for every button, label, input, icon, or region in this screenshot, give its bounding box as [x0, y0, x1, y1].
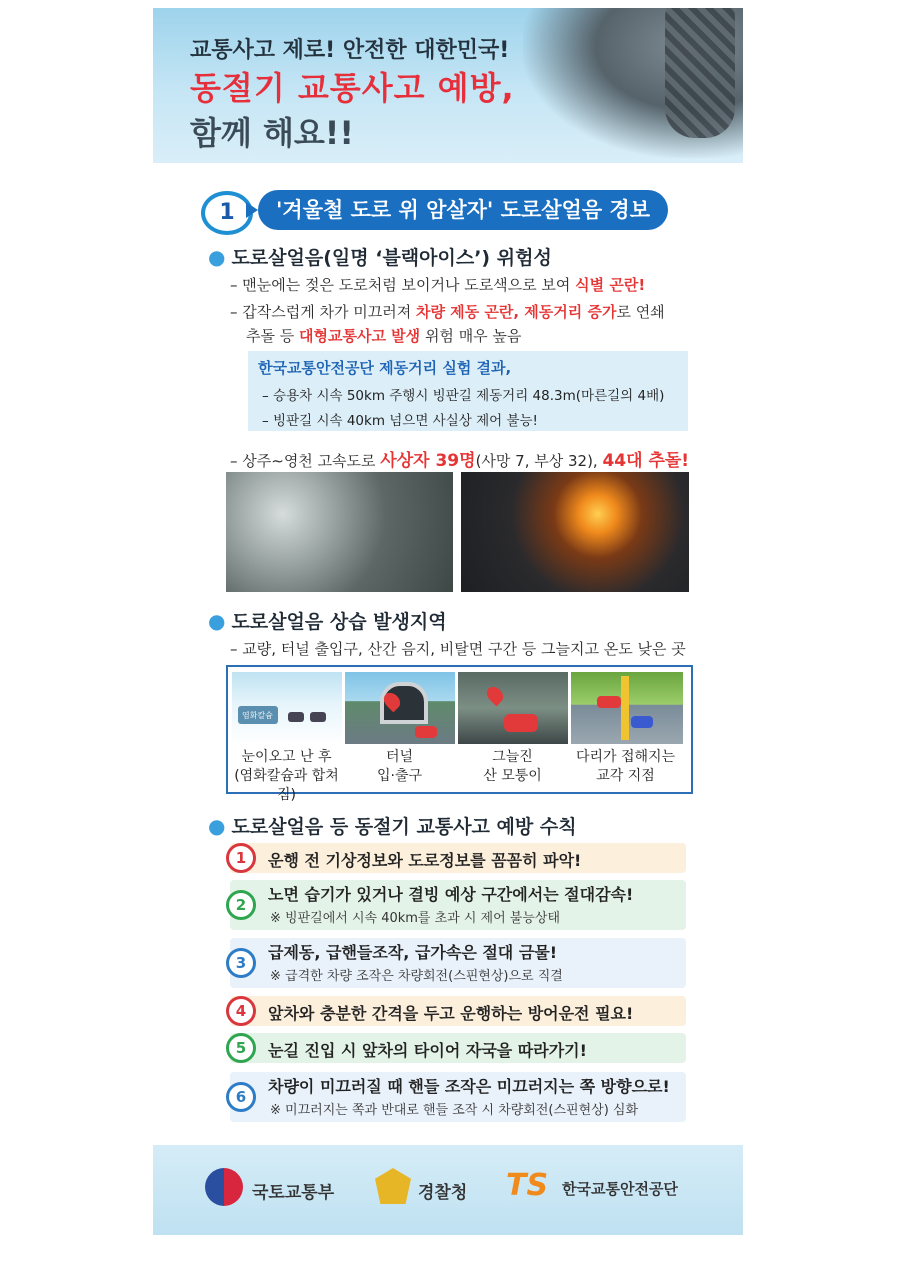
rule-row — [230, 1033, 686, 1063]
accident-photo-smoke — [226, 472, 453, 592]
rule-number-badge: 1 — [226, 843, 256, 873]
area-caption-snow: 눈이오고 난 후 (염화칼슘과 합쳐짐) — [234, 749, 339, 803]
accident-photo-fire — [461, 472, 689, 592]
rule-text: 노면 습기가 있거나 결빙 예상 구간에서는 절대감속! — [268, 885, 634, 904]
snow-road-illustration — [232, 672, 342, 744]
org-molit: 국토교통부 — [252, 1183, 335, 1203]
area-caption-mountain: 그늘진 산 모퉁이 — [483, 749, 542, 784]
rule-text: 차량이 미끄러질 때 핸들 조작은 미끄러지는 쪽 방향으로! — [268, 1077, 670, 1096]
molit-logo-icon — [205, 1168, 243, 1206]
section-arrow-icon — [246, 202, 258, 218]
rule-note: ※ 빙판길에서 시속 40km를 초과 시 제어 불능상태 — [270, 911, 561, 926]
rule-number-badge: 2 — [226, 890, 256, 920]
accident-line: – 상주∼영천 고속도로 사상자 39명(사망 7, 부상 32), 44대 추돌! — [230, 451, 690, 471]
rule-text: 앞차와 충분한 간격을 두고 운행하는 방어운전 필요! — [268, 1004, 634, 1023]
rule-row — [230, 1072, 686, 1122]
rule-number-badge: 3 — [226, 948, 256, 978]
rule-row — [230, 843, 686, 873]
bridge-illustration — [571, 672, 683, 744]
areas-heading: ● 도로살얼음 상습 발생지역 — [208, 609, 447, 633]
risk-line-3: 추돌 등 대형교통사고 발생 위험 매우 높음 — [246, 327, 522, 345]
rule-number-badge: 5 — [226, 1033, 256, 1063]
rule-text: 운행 전 기상정보와 도로정보를 꼼꼼히 파악! — [268, 851, 582, 870]
bullet-icon: ● — [208, 245, 226, 269]
rule-note: ※ 미끄러지는 쪽과 반대로 핸들 조작 시 차량회전(스핀현상) 심화 — [270, 1103, 639, 1118]
rule-note: ※ 급격한 차량 조작은 차량회전(스핀현상)으로 직결 — [270, 969, 563, 984]
salt-sign: 염화칼슘 — [242, 711, 273, 720]
risk-heading: ● 도로살얼음(일명 ‘블랙아이스’) 위험성 — [208, 245, 552, 269]
tire-image — [665, 8, 735, 138]
rule-row — [230, 938, 686, 988]
braking-test-line-1: – 승용차 시속 50km 주행시 빙판길 제동거리 48.3m(마른길의 4배) — [262, 388, 665, 404]
section-number-badge: 1 — [201, 191, 253, 235]
area-caption-bridge: 다리가 접해지는 교각 지점 — [575, 749, 676, 784]
rule-number-badge: 4 — [226, 996, 256, 1026]
braking-test-line-2: – 빙판길 시속 40km 넘으면 사실상 제어 불능! — [262, 413, 538, 429]
ts-logo-mark: TS — [506, 1168, 549, 1203]
section-title: '겨울철 도로 위 암살자' 도로살얼음 경보 — [258, 190, 668, 230]
areas-description: – 교량, 터널 출입구, 산간 음지, 비탈면 구간 등 그늘지고 온도 낮은 곳 — [230, 640, 686, 658]
org-kotsa: 한국교통안전공단 — [562, 1180, 678, 1198]
rule-row — [230, 996, 686, 1026]
bullet-icon: ● — [208, 814, 226, 838]
rule-text: 급제동, 급핸들조작, 급가속은 절대 금물! — [268, 943, 558, 962]
rules-heading: ● 도로살얼음 등 동절기 교통사고 예방 수칙 — [208, 814, 577, 838]
rule-row — [230, 880, 686, 930]
risk-line-1: – 맨눈에는 젖은 도로처럼 보이거나 도로색으로 보여 식별 곤란! — [230, 276, 646, 294]
header-line1: 교통사고 제로! 안전한 대한민국! — [190, 38, 510, 63]
risk-line-2: – 갑작스럽게 차가 미끄러져 차량 제동 곤란, 제동거리 증가로 연쇄 — [230, 303, 665, 321]
bullet-icon: ● — [208, 609, 226, 633]
mountain-curve-illustration — [458, 672, 568, 744]
rule-number-badge: 6 — [226, 1082, 256, 1112]
braking-test-title: 한국교통안전공단 제동거리 실험 결과, — [258, 359, 512, 377]
rule-text: 눈길 진입 시 앞차의 타이어 자국을 따라가기! — [268, 1041, 587, 1060]
header-line3: 함께 해요!! — [190, 114, 354, 152]
header-title: 동절기 교통사고 예방, — [190, 69, 515, 107]
area-caption-tunnel: 터널 입·출구 — [376, 749, 423, 784]
tunnel-illustration — [345, 672, 455, 744]
org-police: 경찰청 — [418, 1183, 468, 1203]
